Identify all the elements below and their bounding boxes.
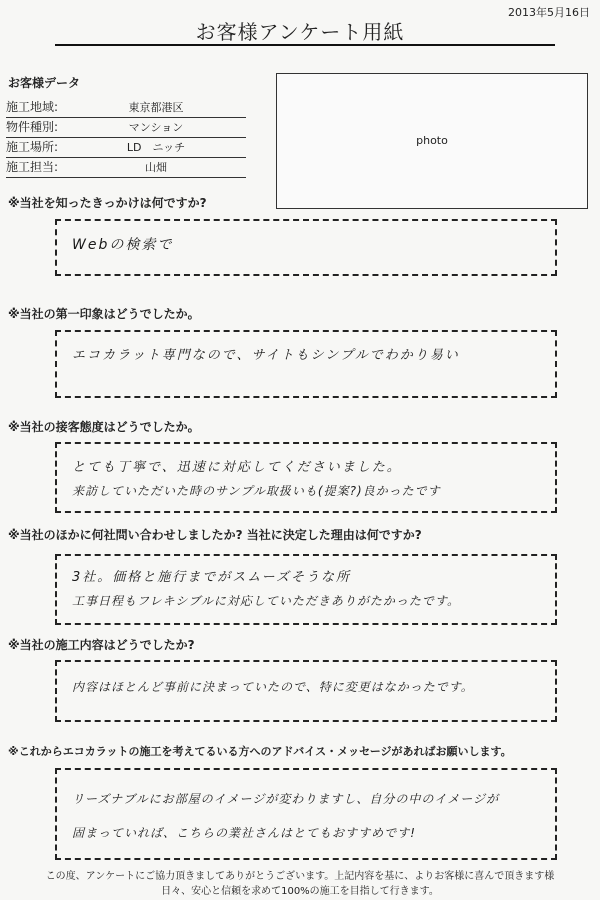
question-1: ※当社を知ったきっかけは何ですか? [8, 196, 207, 210]
answer-4-line-2: 工事日程もフレキシブルに対応していただきありがたかったです。 [72, 594, 460, 608]
question-2: ※当社の第一印象はどうでしたか。 [8, 307, 200, 321]
field-staff-label: 施工担当: [6, 160, 59, 174]
question-4: ※当社のほかに何社問い合わせしましたか? 当社に決定した理由は何ですか? [8, 528, 422, 542]
field-property-type-label: 物件種別: [6, 120, 59, 134]
answer-2-line-1: エコカラット専門なので、サイトもシンプルでわかり易い [72, 348, 460, 363]
field-location-value: LD ニッチ [126, 141, 186, 154]
answer-6-line-1: リーズナブルにお部屋のイメージが変わりますし、自分の中のイメージが [72, 792, 499, 806]
question-3: ※当社の接客態度はどうでしたか。 [8, 420, 200, 434]
question-6: ※これからエコカラットの施工を考えてるいる方へのアドバイス・メッセージがあればお願いします。 [8, 745, 512, 758]
customer-data-heading: お客様データ [8, 76, 81, 90]
field-staff-value: 山畑 [145, 161, 167, 174]
answer-box-2 [55, 330, 557, 398]
page-title: お客様アンケート用紙 [195, 20, 405, 44]
title-underline [55, 44, 555, 46]
field-location-label: 施工場所: [6, 140, 59, 154]
field-property-type [6, 117, 246, 138]
answer-box-4 [55, 554, 557, 625]
field-area-label: 施工地域: [6, 100, 59, 114]
answer-5-line-1: 内容はほとんど事前に決まっていたので、特に変更はなかったです。 [72, 680, 474, 694]
photo-placeholder [276, 73, 588, 209]
answer-box-6 [55, 768, 557, 860]
field-property-type-value: マンション [128, 121, 184, 134]
question-5: ※当社の施工内容はどうでしたか? [8, 638, 195, 652]
field-area [6, 97, 246, 118]
answer-3-line-2: 来訪していただいた時のサンプル取扱いも(提案?)良かったです [72, 484, 441, 498]
answer-4-line-1: 3社。価格と施行までがスムーズそうな所 [72, 570, 351, 585]
footer-line-1: この度、アンケートにご協力頂きましてありがとうございます。上記内容を基に、よりお客様に喜んで頂きます様 [45, 871, 555, 882]
field-location [6, 137, 246, 158]
field-area-value: 東京都港区 [128, 101, 184, 114]
answer-1-line-1: Webの検索で [72, 237, 174, 253]
survey-date: 2013年5月16日 [508, 6, 590, 19]
footer-line-2: 日々、安心と信頼を求めて100%の施工を目指して行きます。 [161, 886, 439, 897]
answer-box-3 [55, 442, 557, 513]
photo-label: photo [416, 134, 448, 147]
answer-6-line-2: 固まっていれば、こちらの業社さんはとてもおすすめです! [72, 826, 416, 840]
answer-3-line-1: とても丁寧で、迅速に対応してくださいました。 [72, 460, 402, 475]
field-staff [6, 157, 246, 178]
